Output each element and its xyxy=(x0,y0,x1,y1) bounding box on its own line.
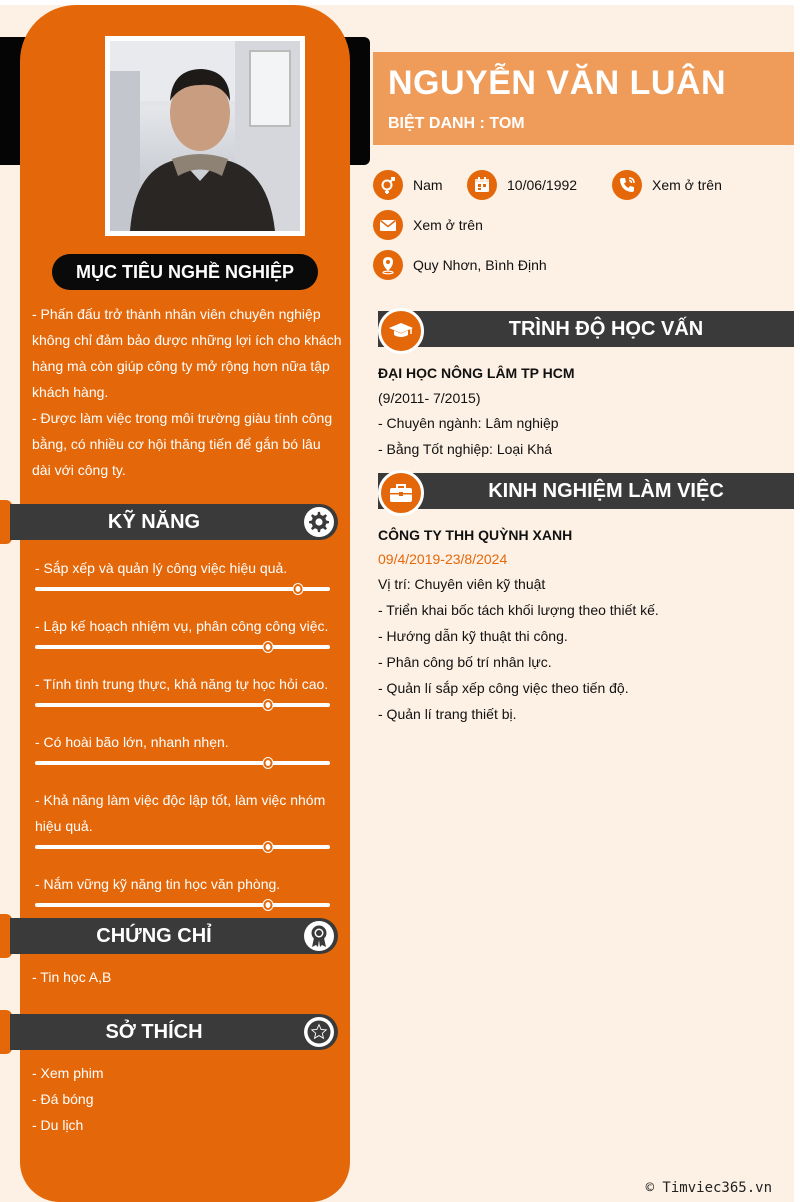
objective-line: - Phấn đấu trở thành nhân viên chuyên nghiệp không chỉ đảm bảo được những lợi ích cho khách hàng mà còn giúp công ty mở rộng hơn nữa tập khách hàng. xyxy=(32,306,342,400)
skill-item xyxy=(35,785,335,849)
contact-birthday xyxy=(467,170,577,200)
skill-knob xyxy=(264,758,273,768)
education-title: TRÌNH ĐỘ HỌC VẤN xyxy=(508,317,704,340)
contact-email xyxy=(373,210,483,240)
experience-title: KINH NGHIỆM LÀM VIỆC xyxy=(488,479,724,502)
duty-item: - Quản lí sắp xếp công việc theo tiến độ. xyxy=(378,680,629,696)
profile-photo xyxy=(105,36,305,236)
education-degree: - Bằng Tốt nghiệp: Loại Khá xyxy=(378,441,553,457)
hobby-item: - Du lịch xyxy=(32,1117,84,1133)
duty-item: - Hướng dẫn kỹ thuật thi công. xyxy=(378,628,568,644)
star-icon xyxy=(304,1017,334,1047)
skill-knob xyxy=(264,900,273,910)
hobbies-header xyxy=(10,1014,338,1050)
skill-label: - Khả năng làm việc độc lập tốt, làm việc nhóm hiệu quả. xyxy=(35,792,326,834)
contact-address xyxy=(373,250,547,280)
experience-position: Vị trí: Chuyên viên kỹ thuật xyxy=(378,576,546,592)
hobbies-list xyxy=(32,1060,104,1138)
hobby-item: - Xem phim xyxy=(32,1065,104,1081)
experience-duties xyxy=(378,597,659,727)
education-header xyxy=(378,311,794,347)
skill-item xyxy=(35,869,335,907)
mail-icon xyxy=(373,210,403,240)
contact-phone xyxy=(612,170,722,200)
briefcase-icon xyxy=(378,470,424,516)
gear-icon xyxy=(304,507,334,537)
objective-text xyxy=(32,301,342,483)
duty-item: - Quản lí trang thiết bị. xyxy=(378,706,517,722)
objective-title: MỤC TIÊU NGHỀ NGHIỆP xyxy=(52,254,318,290)
skill-knob xyxy=(264,642,273,652)
skills-header xyxy=(10,504,338,540)
name-header xyxy=(373,52,794,145)
gender-icon xyxy=(373,170,403,200)
avatar xyxy=(110,41,300,231)
calendar-icon xyxy=(467,170,497,200)
skill-bar xyxy=(35,903,330,907)
certificates-list xyxy=(32,964,111,990)
skill-knob xyxy=(293,584,302,594)
education-major: - Chuyên ngành: Lâm nghiệp xyxy=(378,415,559,431)
skill-label: - Có hoài bão lớn, nhanh nhẹn. xyxy=(35,734,229,750)
skill-label: - Tính tình trung thực, khả năng tự học hỏi cao. xyxy=(35,676,329,692)
education-period: (9/2011- 7/2015) xyxy=(378,390,481,406)
gender-text: Nam xyxy=(413,177,443,193)
hobby-item: - Đá bóng xyxy=(32,1091,94,1107)
nickname: BIỆT DANH : TOM xyxy=(388,115,525,132)
phone-text: Xem ở trên xyxy=(652,177,722,193)
graduation-cap-icon xyxy=(378,308,424,354)
duty-item: - Triển khai bốc tách khối lượng theo thiết kế. xyxy=(378,602,659,618)
footer-credit: © Timviec365.vn xyxy=(645,1180,772,1196)
cv-page xyxy=(0,5,794,1202)
experience-company: CÔNG TY THH QUỲNH XANH xyxy=(378,527,573,543)
skill-item xyxy=(35,727,335,765)
skills-title: KỸ NĂNG xyxy=(107,510,201,533)
skill-bar xyxy=(35,845,330,849)
skill-bar xyxy=(35,645,330,649)
skill-bar xyxy=(35,761,330,765)
experience-header xyxy=(378,473,794,509)
skill-bar xyxy=(35,587,330,591)
skill-item xyxy=(35,611,335,649)
email-text: Xem ở trên xyxy=(413,217,483,233)
duty-item: - Phân công bố trí nhân lực. xyxy=(378,654,552,670)
certificates-title: CHỨNG CHỈ xyxy=(96,924,212,947)
address-text: Quy Nhơn, Bình Định xyxy=(413,257,547,273)
skill-item xyxy=(35,553,335,591)
skill-label: - Nắm vững kỹ năng tin học văn phòng. xyxy=(35,876,281,892)
skill-knob xyxy=(264,700,273,710)
skills-list xyxy=(35,553,335,927)
skill-item xyxy=(35,669,335,707)
phone-icon xyxy=(612,170,642,200)
location-icon xyxy=(373,250,403,280)
award-icon xyxy=(304,921,334,951)
education-school: ĐẠI HỌC NÔNG LÂM TP HCM xyxy=(378,365,575,381)
certificates-header xyxy=(10,918,338,954)
experience-period: 09/4/2019-23/8/2024 xyxy=(378,551,508,567)
birthday-text: 10/06/1992 xyxy=(507,177,578,193)
full-name: NGUYỄN VĂN LUÂN xyxy=(388,64,727,102)
objective-line: - Được làm việc trong môi trường giàu tính công bằng, có nhiều cơ hội thăng tiến để gắn bó lâu dài với công ty. xyxy=(32,410,333,478)
skill-label: - Lập kế hoạch nhiệm vụ, phân công công việc. xyxy=(35,618,329,634)
contact-gender xyxy=(373,170,443,200)
hobbies-title: SỞ THÍCH xyxy=(105,1020,203,1043)
certificate-item: - Tin học A,B xyxy=(32,969,112,985)
skill-label: - Sắp xếp và quản lý công việc hiệu quả. xyxy=(35,560,288,576)
skill-bar xyxy=(35,703,330,707)
skill-knob xyxy=(264,842,273,852)
